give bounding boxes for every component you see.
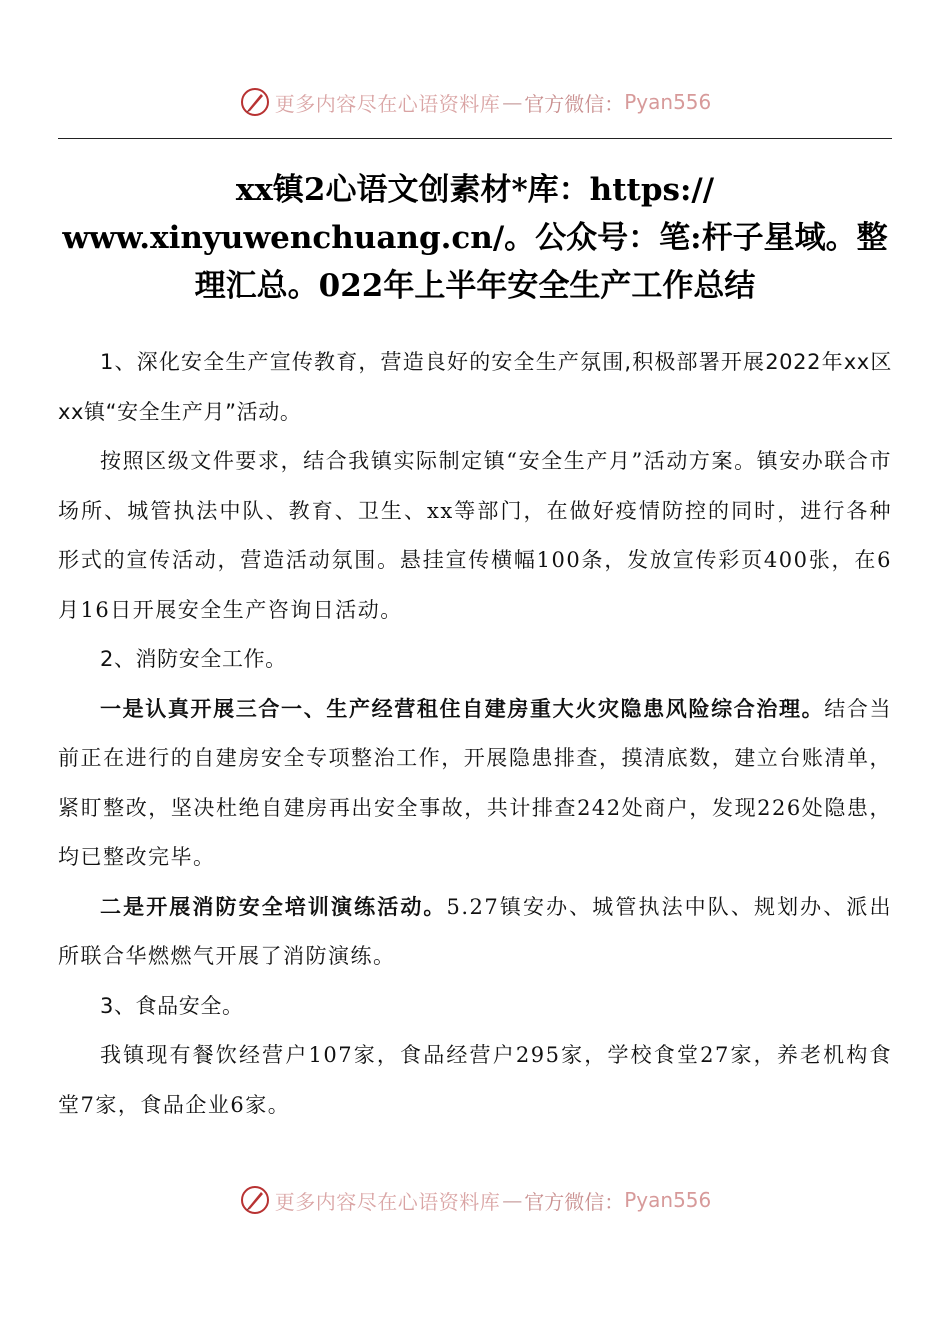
quill-pen-icon [239,1184,271,1216]
paragraph-4 [58,685,892,883]
paragraph-4-text: 结合当前正在进行的自建房安全专项整治工作，开展隐患排查，摸清底数，建立台账清单，紧盯整改，坚决杜绝自建房再出安全事故，共计排查242处商户，发现226处隐患，均已整改完毕。 [58,696,892,869]
paragraph-1 [58,338,892,437]
paragraph-2 [58,437,892,635]
paragraph-5-bold: 二是开展消防安全培训演练活动。 [100,894,447,919]
paragraph-7 [58,1031,892,1130]
paragraph-7-text: 我镇现有餐饮经营户107家，食品经营户295家，学校食堂27家，养老机构食堂7家，食品企业6家。 [58,1043,892,1117]
paragraph-6 [58,982,892,1032]
watermark-text: 更多内容尽在心语资料库 [274,1189,501,1214]
watermark-wechat-id: Pyan556 [624,1188,712,1212]
quill-pen-icon [239,86,271,118]
watermark-wechat-label: 官方微信： [524,1189,625,1214]
paragraph-3 [58,635,892,685]
paragraph-4-bold: 一是认真开展三合一、生产经营租住自建房重大火灾隐患风险综合治理。 [100,696,825,721]
header-divider [58,138,892,139]
paragraph-3-text: 2、消防安全工作。 [100,647,287,671]
watermark-dash: — [502,90,523,114]
header-watermark [0,82,950,122]
watermark-dash: — [502,1188,523,1212]
paragraph-6-text: 3、食品安全。 [100,993,244,1018]
document-title: xx镇2心语文创素材*库：https:// www.xinyuwenchuang.cn/。公众号：笔:杆子星域。整理汇总。022年上半年安全生产工作总结 [62,172,888,304]
paragraph-2-text: 按照区级文件要求，结合我镇实际制定镇“安全生产月”活动方案。镇安办联合市场所、城管执法中队、教育、卫生、xx等部门，在做好疫情防控的同时，进行各种形式的宣传活动，营造活动氛围。悬挂宣传横幅100条，发放宣传彩页400张，在6月16日开展安全生产咨询日活动。 [58,449,892,622]
watermark-wechat-id: Pyan556 [624,90,712,114]
watermark-wechat-label: 官方微信： [524,91,625,116]
paragraph-1-text: 1、深化安全生产宣传教育，营造良好的安全生产氛围,积极部署开展2022年xx区xx镇“安全生产月”活动。 [58,350,892,424]
paragraph-5 [58,883,892,982]
footer-watermark [0,1180,950,1220]
watermark-text: 更多内容尽在心语资料库 [274,91,501,116]
paragraph-5-text: 5.27镇安办、城管执法中队、规划办、派出所联合华燃燃气开展了消防演练。 [58,894,892,968]
document-body [58,338,892,1130]
